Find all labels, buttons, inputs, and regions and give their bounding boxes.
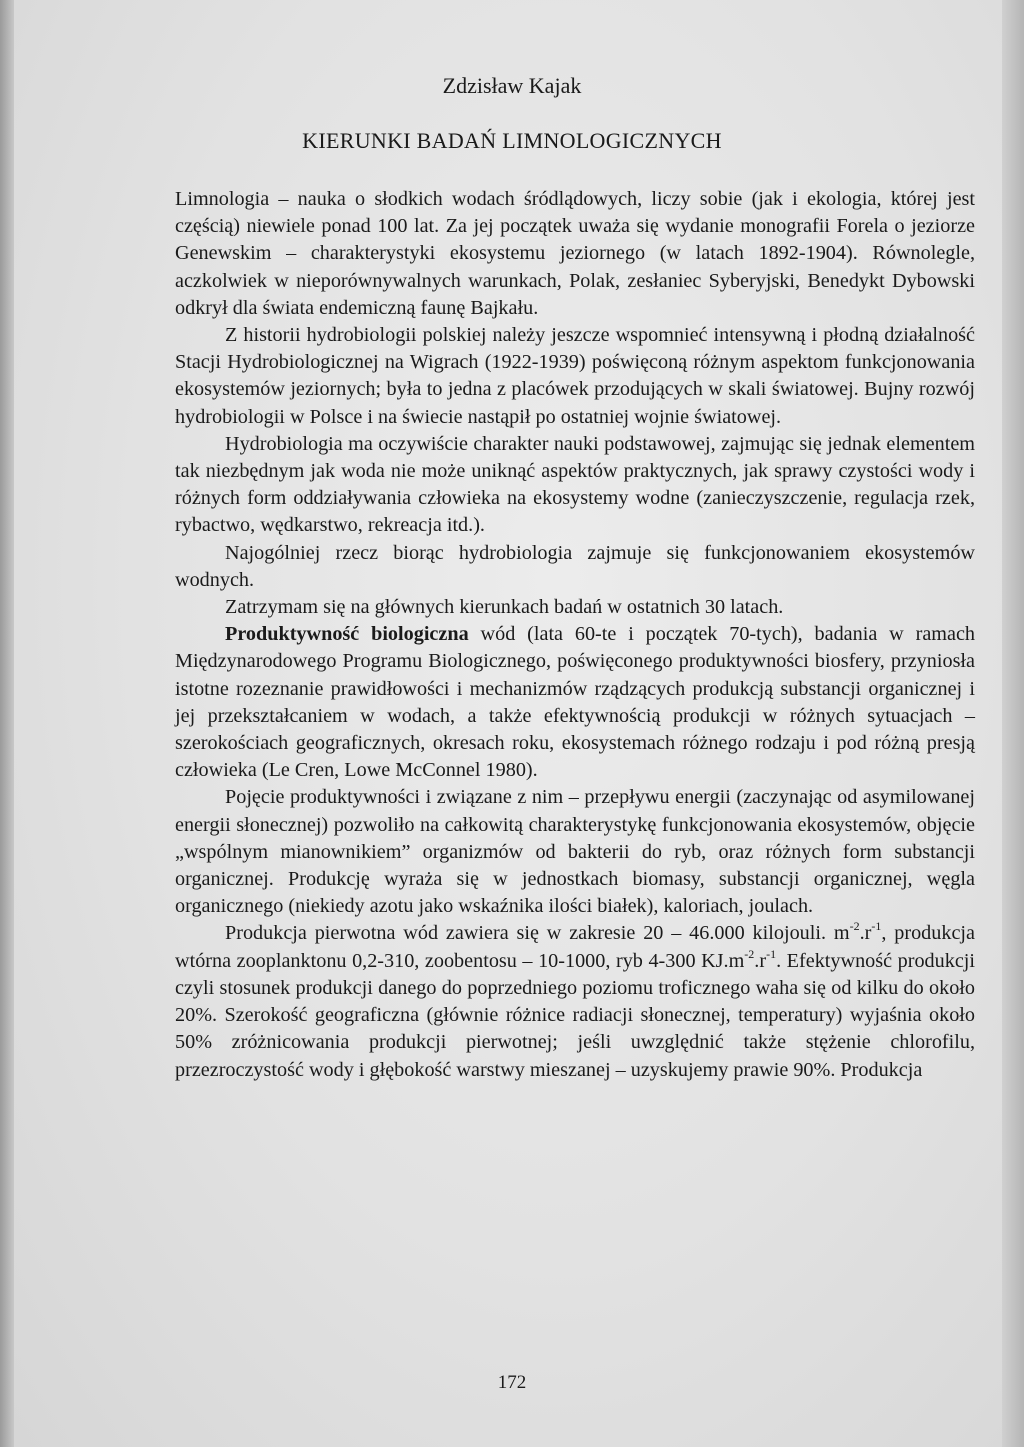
document-title: KIERUNKI BADAŃ LIMNOLOGICZNYCH [302, 128, 722, 153]
body-text [175, 186, 975, 1084]
paragraph-8 [175, 920, 975, 1083]
superscript: -2 [849, 919, 860, 934]
paragraph-6-text: wód (lata 60-te i początek 70-tych), badania w ramach Międzynarodowego Programu Biologicznego, poświęconego produktywności biosfery, przyniosła istotne rozeznanie prawidłowości i mechanizmów rządzących produkcją substancji organicznej i jej przekształcaniem w wodach, a także efektywnością produkcji w różnych sytuacjach – szerokościach geograficznych, okresach roku, ekosystemach różnego rodzaju i pod różną presją człowieka (Le Cren, Lowe McConnel 1980). [175, 623, 975, 782]
paragraph-4: Najogólniej rzecz biorąc hydrobiologia zajmuje się funkcjonowaniem ekosystemów wodnych. [175, 541, 975, 591]
scan-edge-left [0, 0, 14, 1447]
paragraph-6 [175, 621, 975, 784]
bold-term: Produktywność biologiczna [225, 623, 469, 646]
text-segment: .r [754, 949, 767, 972]
text-segment: .r [859, 922, 872, 945]
scan-edge-right [1002, 0, 1024, 1447]
superscript: -1 [871, 919, 882, 934]
paragraph-2: Z historii hydrobiologii polskiej należy jeszcze wspomnieć intensywną i płodną działalność Stacji Hydrobiologicznej na Wigrach (1922-1939) poświęconą różnym aspektom funkcjonowania ekosystemów jeziornych; była to jedna z placówek przodujących w skali światowej. Bujny rozwój hydrobiologii w Polsce i na świecie nastąpił po ostatniej wojnie światowej. [175, 324, 975, 428]
author-name: Zdzisław Kajak [442, 73, 582, 98]
text-segment: . Efektywność produkcji czyli stosunek produkcji danego do poprzedniego poziomu troficznego waha się od kilku do około 20%. Szerokość geograficzna (głównie różnice radiacji słonecznej, temperatury) wyjaśnia około 50% zróżnicowania produkcji pierwotnej; jeśli uwzględnić także stężenie chlorofilu, przezroczystość wody i głębokość warstwy mieszanej – uzyskujemy prawie 90%. Produkcja [175, 949, 976, 1081]
paragraph-1: Limnologia – nauka o słodkich wodach śródlądowych, liczy sobie (jak i ekologia, której jest częścią) niewiele ponad 100 lat. Za jej początek uważa się wydanie monografii Forela o jeziorze Genewskim – charakterystyki ekosystemu jeziornego (w latach 1892-1904). Równolegle, aczkolwiek w nieporównywalnych warunkach, Polak, zesłaniec Syberyjski, Benedykt Dybowski odkrył dla świata endemiczną faunę Bajkału. [175, 188, 975, 319]
paragraph-5: Zatrzymam się na głównych kierunkach badań w ostatnich 30 latach. [225, 596, 784, 619]
text-segment: Produkcja pierwotna wód zawiera się w zakresie 20 – 46.000 kilojouli. m [225, 922, 850, 945]
superscript: -1 [766, 946, 777, 961]
paragraph-3: Hydrobiologia ma oczywiście charakter nauki podstawowej, zajmując się jednak elementem tak niezbędnym jak woda nie może uniknąć aspektów praktycznych, jak sprawy czystości wody i różnych form oddziaływania człowieka na ekosystemy wodne (zanieczyszczenie, regulacja rzek, rybactwo, wędkarstwo, rekreacja itd.). [175, 432, 975, 537]
paragraph-7: Pojęcie produktywności i związane z nim – przepływu energii (zaczynając od asymilowanej energii słonecznej) pozwoliło na całkowitą charakterystykę funkcjonowania ekosystemów, objęcie „wspólnym mianownikiem” organizmów od bakterii do ryb, oraz różnych form substancji organicznej. Produkcję wyraża się w jednostkach biomasy, substancji organicznej, węgla organicznego (niekiedy azotu jako wskaźnika ilości białek), kaloriach, joulach. [175, 786, 975, 918]
text-segment: , produkcja wtórna zooplanktonu 0,2-310, zoobentosu – 10-1000, ryb 4-300 KJ.m [175, 922, 975, 972]
page-number: 172 [497, 1372, 527, 1393]
superscript: -2 [744, 946, 755, 961]
